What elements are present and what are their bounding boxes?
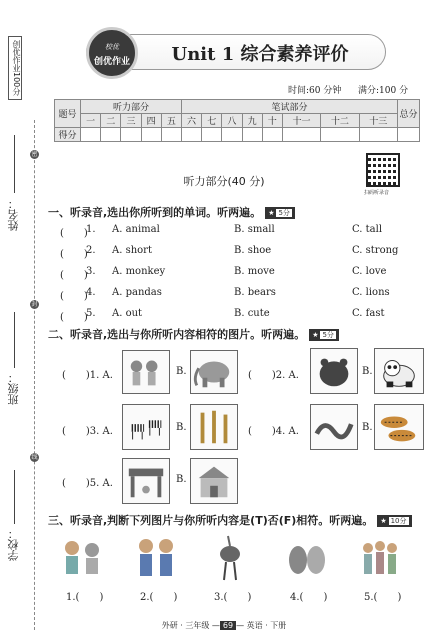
brand-logo — [86, 27, 138, 79]
choice-row — [60, 287, 430, 301]
part2-item-1-label: ( )1. A. — [62, 370, 113, 381]
qr-caption: 扫码听录音 — [364, 190, 390, 196]
answer-blank[interactable]: ( ) — [60, 312, 88, 323]
house-picture[interactable] — [190, 458, 238, 504]
score-cell[interactable] — [359, 128, 397, 142]
part2-item-2-label: ( )2. A. — [248, 370, 299, 381]
score-row-label: 得分 — [55, 128, 81, 142]
part3-picture-2 — [132, 532, 180, 584]
star-icon: ★ 5分 — [265, 207, 295, 219]
part2-item-4-b: B. — [362, 422, 373, 433]
score-cell[interactable] — [282, 128, 320, 142]
seal-dot: 线 — [31, 454, 38, 461]
answer-blank[interactable]: ( ) — [60, 270, 88, 281]
question-number-header: 题号 — [55, 100, 81, 128]
score-cell[interactable] — [161, 128, 181, 142]
page-number: 69 — [220, 621, 236, 630]
score-cell[interactable] — [121, 128, 141, 142]
option-b: B. cute — [234, 308, 270, 319]
option-a: A. pandas — [112, 287, 162, 298]
option-a: A. short — [112, 245, 152, 256]
option-b: B. small — [234, 224, 275, 235]
question-number: 4. — [86, 287, 96, 298]
question-number: 3. — [86, 266, 96, 277]
score-cell[interactable] — [242, 128, 262, 142]
star-icon: ★ 10分 — [377, 515, 411, 527]
score-cell[interactable] — [262, 128, 282, 142]
class-label: 班级： — [7, 372, 20, 405]
logo-top-text: 校优 — [105, 43, 119, 51]
choice-row — [60, 245, 430, 259]
question-number: 十三 — [359, 114, 397, 128]
question-number: 五 — [161, 114, 181, 128]
score-cell[interactable] — [81, 128, 101, 142]
question-number: 5. — [86, 308, 96, 319]
giraffes-picture[interactable] — [190, 404, 238, 450]
part3-score: 10分 — [390, 517, 407, 525]
school-blank[interactable] — [14, 470, 15, 524]
score-cell[interactable] — [181, 128, 201, 142]
score-table — [54, 99, 420, 142]
answer-blank[interactable]: ( ) — [60, 228, 88, 239]
option-c: C. lions — [352, 287, 390, 298]
zebras-picture[interactable] — [122, 404, 170, 450]
part2-heading — [48, 326, 339, 342]
part2-item-4-label: ( )4. A. — [248, 426, 299, 437]
part2-item-5-b: B. — [176, 474, 187, 485]
class-blank[interactable] — [14, 312, 15, 368]
binding-margin — [0, 0, 40, 640]
option-c: C. love — [352, 266, 387, 277]
score-cell[interactable] — [202, 128, 222, 142]
answer-blank[interactable]: ( ) — [60, 249, 88, 260]
school-label: 学校： — [7, 528, 20, 561]
question-number: 八 — [222, 114, 242, 128]
part3-answer-3[interactable]: 3.( ) — [214, 592, 252, 603]
part3-answer-2[interactable]: 2.( ) — [140, 592, 178, 603]
zoo-gate-picture[interactable] — [122, 458, 170, 504]
footer-right: 英语 · 下册 — [246, 621, 287, 630]
question-number: 十 — [262, 114, 282, 128]
part2-item-3-b: B. — [176, 422, 187, 433]
seal-dot: 密 — [31, 151, 38, 158]
option-c: C. tall — [352, 224, 383, 235]
part2-item-3-label: ( )3. A. — [62, 426, 113, 437]
question-number: 2. — [86, 245, 96, 256]
bear-picture[interactable] — [310, 348, 358, 394]
score-cell[interactable] — [321, 128, 359, 142]
question-number: 九 — [242, 114, 262, 128]
choice-row — [60, 224, 430, 238]
part2-item-1-b: B. — [176, 366, 187, 377]
total-header: 总分 — [398, 100, 420, 128]
part3-answer-5[interactable]: 5.( ) — [364, 592, 402, 603]
full-score: 满分:100 分 — [358, 86, 409, 96]
part3-answer-1[interactable]: 1.( ) — [66, 592, 104, 603]
option-a: A. monkey — [112, 266, 166, 277]
part1-heading-text: 一、听录音,选出你所听到的单词。听两遍。 — [48, 206, 262, 219]
part2-item-2-b: B. — [362, 366, 373, 377]
writing-group-header: 笔试部分 — [181, 100, 397, 114]
listening-section-title: 听力部分(40 分) — [183, 175, 265, 188]
option-b: B. shoe — [234, 245, 272, 256]
option-c: C. fast — [352, 308, 385, 319]
question-number: 十二 — [321, 114, 359, 128]
score-cell[interactable] — [222, 128, 242, 142]
question-number: 一 — [81, 114, 101, 128]
elephant-picture[interactable] — [190, 350, 238, 394]
question-number: 六 — [181, 114, 201, 128]
part1-heading — [48, 204, 295, 220]
page-footer: 外研 · 三年级 — 69 — 英语 · 下册 — [161, 621, 287, 630]
name-label: 姓名： — [7, 198, 20, 231]
part3-heading-text: 三、听录音,判断下列图片与你所听内容是(T)否(F)相符。听两遍。 — [48, 514, 374, 527]
part2-score: 5分 — [322, 331, 334, 339]
question-number: 三 — [121, 114, 141, 128]
tigers-picture[interactable] — [374, 404, 424, 450]
part2-heading-text: 二、听录音,选出与你所听内容相符的图片。听两遍。 — [48, 328, 306, 341]
option-a: A. animal — [112, 224, 160, 235]
question-number: 四 — [141, 114, 161, 128]
question-number: 十一 — [282, 114, 320, 128]
score-cell[interactable] — [141, 128, 161, 142]
part3-picture-3 — [206, 532, 254, 584]
part3-picture-1 — [58, 532, 106, 584]
part2-item-5-label: ( )5. A. — [62, 478, 113, 489]
total-cell[interactable] — [398, 128, 420, 142]
snake-picture[interactable] — [310, 404, 358, 450]
question-number: 七 — [202, 114, 222, 128]
option-b: B. bears — [234, 287, 276, 298]
choice-row — [60, 308, 430, 322]
part3-heading — [48, 512, 412, 528]
question-number: 二 — [101, 114, 121, 128]
option-a: A. out — [112, 308, 143, 319]
option-c: C. strong — [352, 245, 399, 256]
brand-label: 创优作业100分 — [8, 36, 22, 100]
panda-picture[interactable] — [374, 348, 424, 394]
listening-group-header: 听力部分 — [81, 100, 182, 114]
part3-answer-4[interactable]: 4.( ) — [290, 592, 328, 603]
time-limit: 时间:60 分钟 — [288, 86, 342, 96]
logo-main-text: 创优作业 — [93, 57, 130, 67]
option-b: B. move — [234, 266, 275, 277]
part1-score: 5分 — [278, 209, 290, 217]
monkeys-picture[interactable] — [122, 350, 170, 394]
seal-dot: 封 — [31, 301, 38, 308]
choice-row — [60, 266, 430, 280]
page-title: Unit 1 综合素养评价 — [171, 44, 349, 65]
cut-line — [34, 120, 35, 630]
answer-blank[interactable]: ( ) — [60, 291, 88, 302]
question-number: 1. — [86, 224, 96, 235]
footer-left: 外研 · 三年级 — [161, 621, 210, 630]
part3-picture-5 — [356, 532, 404, 584]
part3-picture-4 — [282, 532, 330, 584]
score-cell[interactable] — [101, 128, 121, 142]
star-icon: ★ 5分 — [309, 329, 339, 341]
